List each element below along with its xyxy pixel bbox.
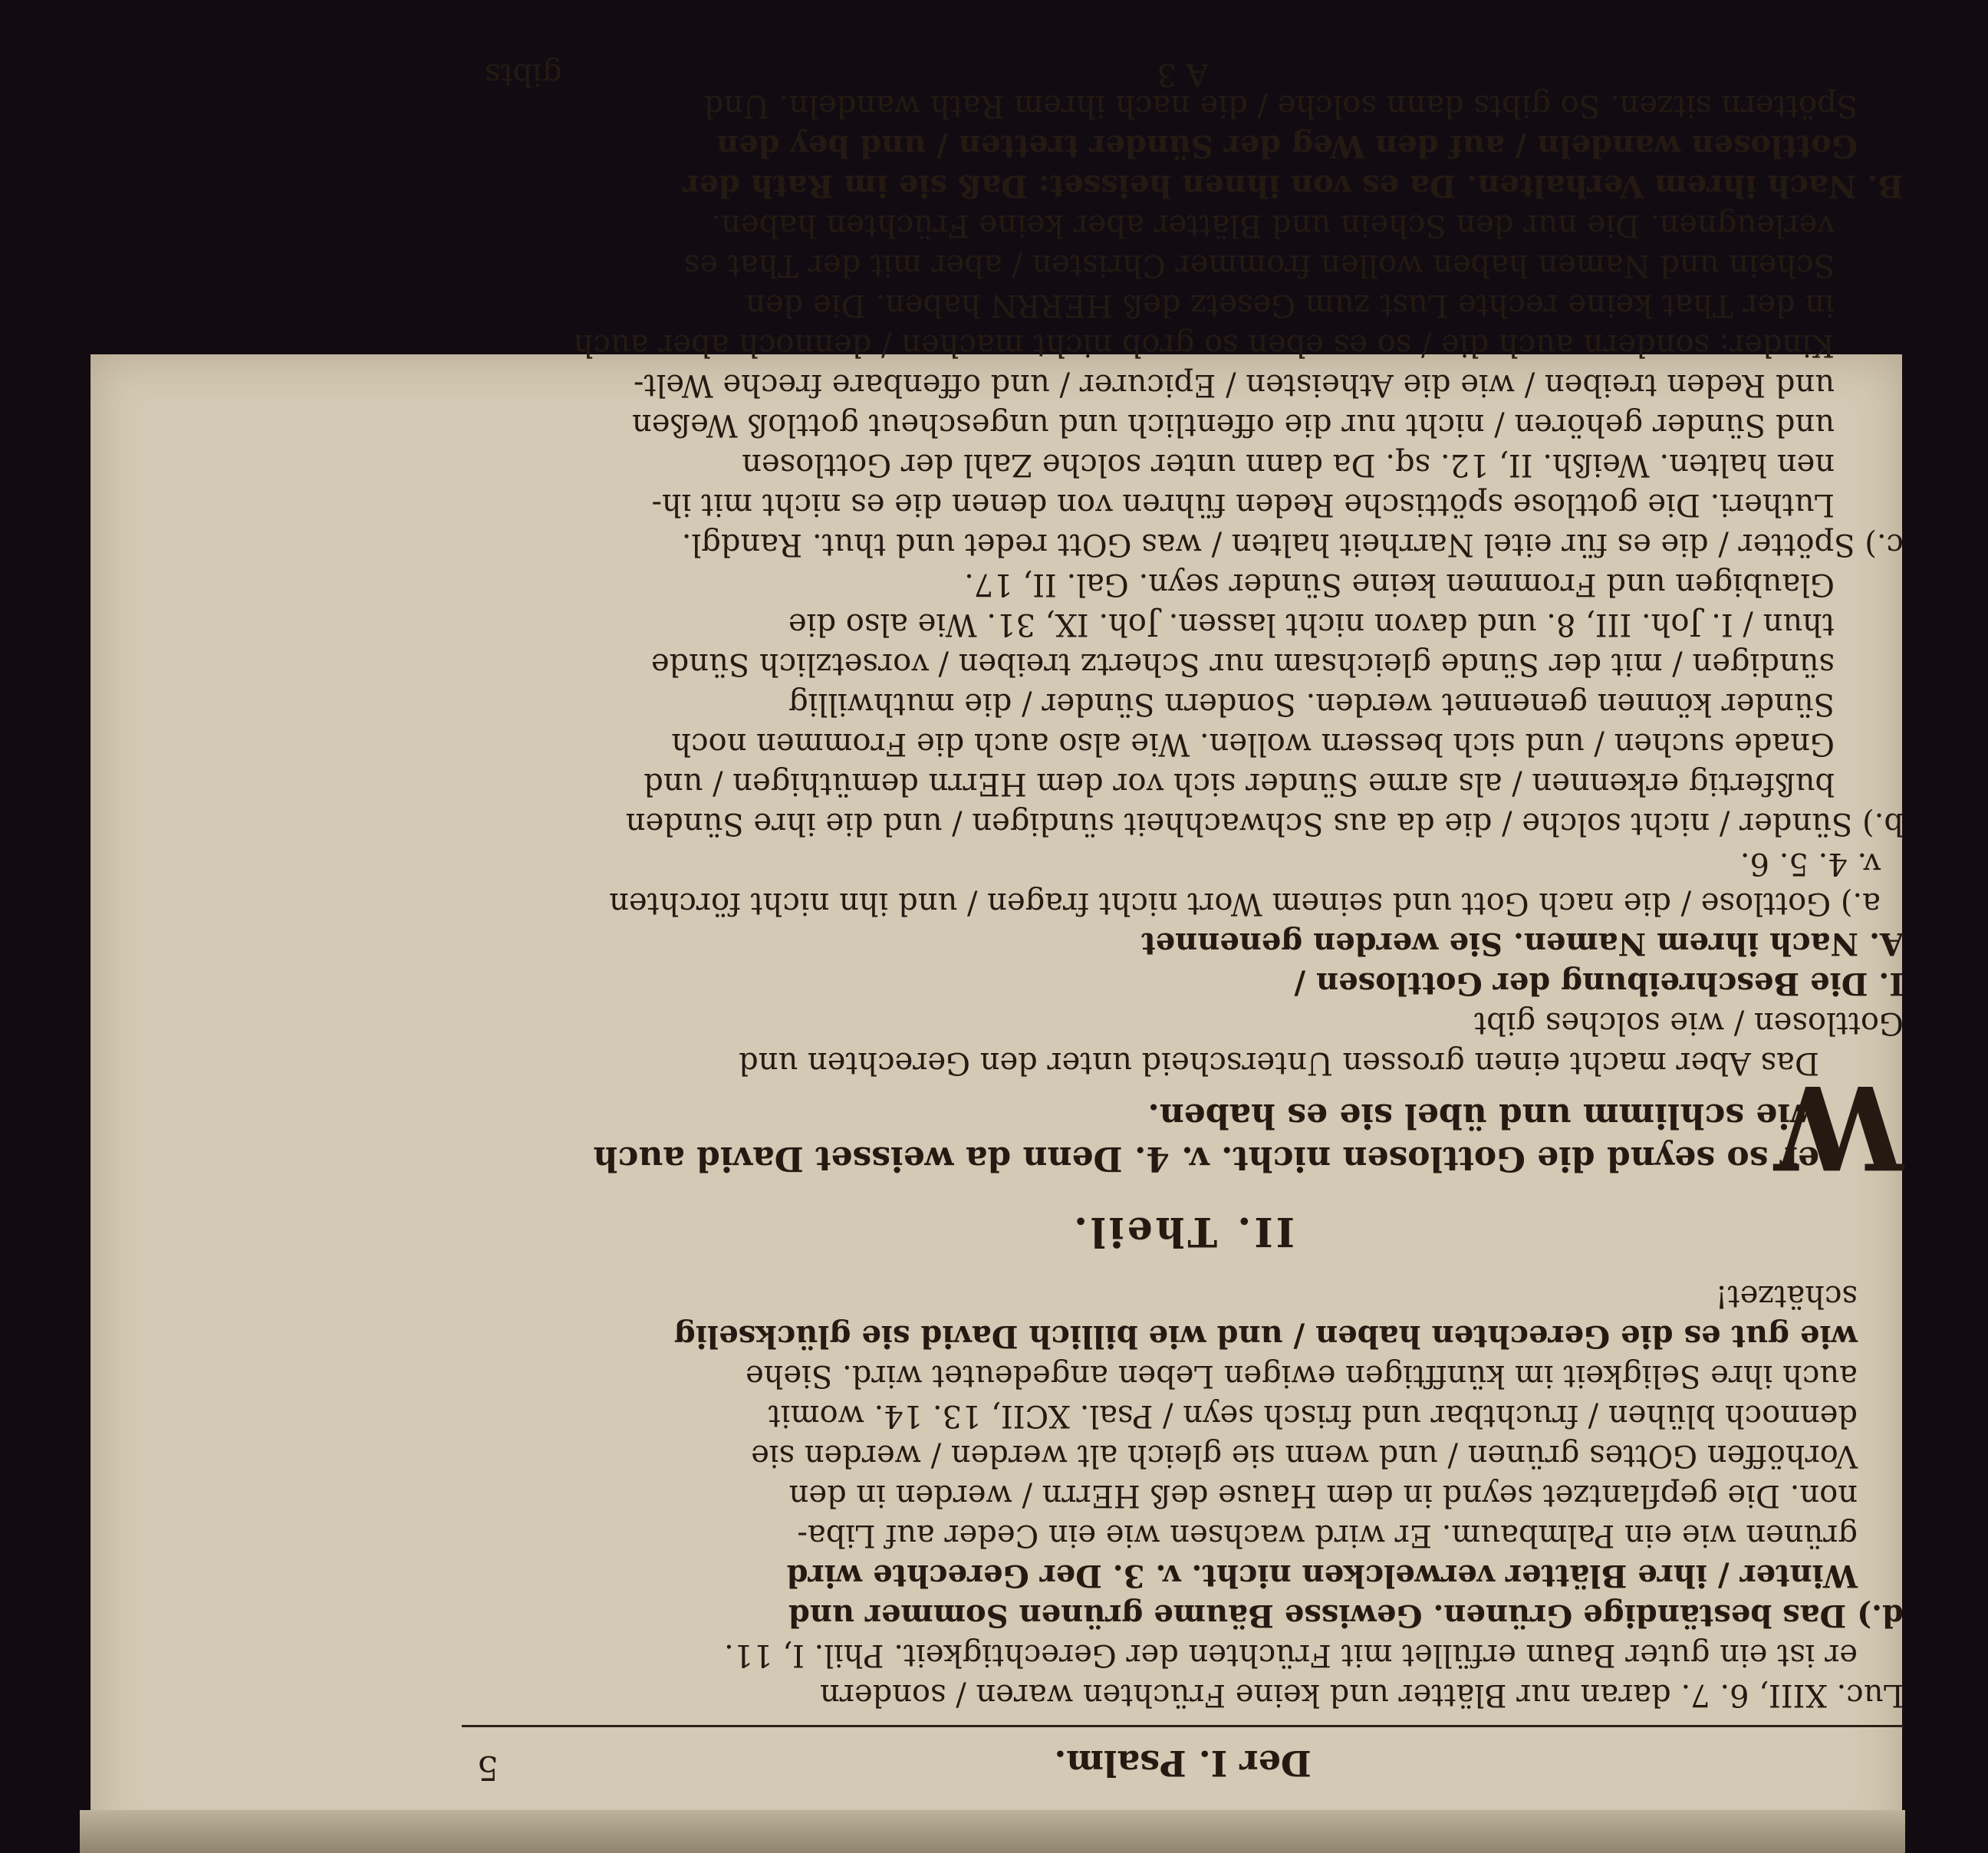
text-line: wie gut es die Gerechten haben / und wie billich David sie glückselig bbox=[673, 1318, 1858, 1354]
signature-mark: A 3 bbox=[1157, 57, 1209, 92]
text-line: Sünder können genennet werden. Sondern Sünder / die muthwillig bbox=[788, 686, 1835, 722]
text-line: in der That keine rechte Lust zum Gesetz deß HERRN haben. Die den bbox=[746, 288, 1835, 323]
text-line: Glaubigen und Frommen keine Sünder seyn. Gal. II, 17. bbox=[964, 567, 1835, 602]
text-line: I. Die Beschreibung der Gottlosen / bbox=[1294, 966, 1904, 1002]
text-line: nen halten. Weißh. II, 12. sq. Da dann unter solche Zahl der Gottlosen bbox=[742, 447, 1835, 482]
text-line: Winter / ihre Blätter verwelcken nicht. v. 3. Der Gerechte wird bbox=[786, 1558, 1858, 1594]
text-line: er so seynd die Gottlosen nicht. v. 4. Denn da weisset David auch bbox=[593, 1139, 1819, 1178]
text-line: d.) Das beständige Grünen. Gewisse Bäume grünen Sommer und bbox=[788, 1598, 1904, 1634]
text-line: a.) Gottlose / die nach Gott und seinem Wort nicht fragen / und ihn nicht förchten bbox=[609, 886, 1881, 921]
text-line: thun / I. Joh. III, 8. und davon nicht lassen. Joh. IX, 31. Wie also die bbox=[788, 607, 1835, 642]
text-line: sündigen / mit der Sünde gleichsam nur Schertz treiben / vorsetzlich Sünde bbox=[651, 647, 1835, 682]
text-line: A. Nach ihrem Namen. Sie werden genennet bbox=[1141, 926, 1904, 962]
drop-cap: W bbox=[1774, 1059, 1904, 1194]
text-line: b.) Sünder / nicht solche / die da aus Schwachheit sündigen / und die ihre Sünden bbox=[625, 806, 1904, 841]
text-line: Gnade suchen / und sich bessern wollen. Wie also auch die Frommen noch bbox=[671, 726, 1835, 762]
text-line: non. Die gepflantzet seynd in dem Hause deß HErrn / werden in den bbox=[788, 1478, 1858, 1513]
text-line: Vorhöffen GOttes grünen / und wenn sie gleich alt werden / werden sie bbox=[751, 1438, 1858, 1473]
section-heading: II. Theil. bbox=[1070, 1208, 1295, 1255]
text-line: bußfertig erkennen / als arme Sünder sich vor dem HErrn demüthigen / und bbox=[643, 766, 1835, 801]
text-line: Das Aber macht einen grossen Unterscheid unter den Gerechten und bbox=[739, 1045, 1819, 1081]
text-line: er ist ein guter Baum erfüllet mit Früchten der Gerechtigkeit. Phil. I, 11. bbox=[723, 1637, 1858, 1673]
text-line: Gottlosen / wie solches gibt bbox=[1474, 1005, 1904, 1041]
text-line: c.) Spötter / die es für eitel Narrheit halten / was GOtt redet und thut. Randgl. bbox=[681, 527, 1904, 562]
text-line: und Reden treiben / wie die Atheisten / Epicurer / und offenbare freche Welt- bbox=[634, 367, 1835, 403]
text-line: schätzet! bbox=[1715, 1279, 1858, 1314]
text-line: Kinder: sondern auch die / so es eben so grob nicht machen / dennoch aber auch bbox=[573, 327, 1835, 363]
header-rule bbox=[462, 1725, 1904, 1727]
text-line: Lutheri. Die gottlose spöttische Reden führen von denen die es nicht mit ih- bbox=[651, 487, 1835, 522]
text-line: und Sünder gehören / nicht nur die offentlich und ungescheut gottloß Weßen bbox=[632, 407, 1835, 443]
text-line: grünen wie ein Palmbaum. Er wird wachsen wie ein Ceder auf Liba- bbox=[797, 1518, 1858, 1553]
rotated-page-content bbox=[462, 58, 1904, 1807]
text-line: B. Nach ihrem Verhalten. Da es von ihnen heisset: Daß sie im Rath der bbox=[683, 168, 1904, 204]
text-line: dennoch blühen / fruchtbar und frisch seyn / Psal. XCII, 13. 14. womit bbox=[768, 1398, 1858, 1433]
text-line: auch ihre Seligkeit im künfftigen ewigen Leben angedeutet wird. Siehe bbox=[746, 1358, 1858, 1394]
text-line: Spöttern sitzen. So gibts dann solche / die nach ihrem Rath wandeln. Und bbox=[703, 88, 1858, 123]
text-line: Gottlosen wandeln / auf den Weg der Sünder tretten / und bey den bbox=[716, 128, 1858, 164]
running-title: Der I. Psalm. bbox=[1054, 1743, 1312, 1784]
text-line: Luc. XIII, 6. 7. daran nur Blätter und keine Früchten waren / sondern bbox=[820, 1677, 1904, 1713]
text-line: verleugnen. Die nur den Schein und Blätter aber keine Früchten haben. bbox=[711, 208, 1835, 243]
page-edge bbox=[80, 1810, 1905, 1853]
running-header bbox=[462, 1730, 1904, 1807]
text-line: v. 4. 5. 6. bbox=[1740, 846, 1881, 881]
text-line: wie schlimm und übel sie es haben. bbox=[1147, 1096, 1819, 1135]
page-number: 5 bbox=[477, 1748, 499, 1787]
catchword: gibts bbox=[485, 57, 562, 92]
text-line: Schein und Namen haben wollen frommer Christen / aber mit der That es bbox=[683, 248, 1835, 283]
